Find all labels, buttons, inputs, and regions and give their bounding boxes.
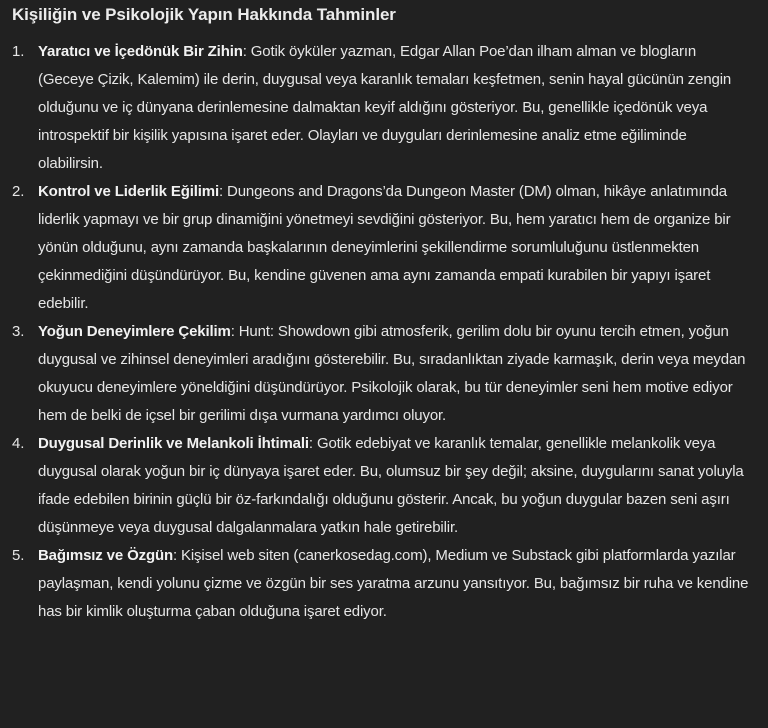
list-item xyxy=(12,430,754,542)
list-item-number: 4. xyxy=(12,435,25,452)
list-item-text: : Gotik öyküler yazman, Edgar Allan Poe’dan ilham alman ve blogların (Geceye Çizik, Kalemim) ile derin, duygusal veya karanlık temaları keşfetmen, senin hayal gücünün zengin olduğunu ve iç dünyana derinlemesine dalmaktan keyif aldığını gösteriyor. Bu, genellikle içedönük veya introspektif bir kişilik yapısına işaret eder. Olayları ve duyguları derinlemesine analiz etme eğiliminde olabilirsin. xyxy=(38,43,732,172)
list-item xyxy=(12,178,754,318)
list-item-title: Yoğun Deneyimlere Çekilim xyxy=(38,323,231,340)
list-item-number: 5. xyxy=(12,547,25,564)
list-item-number: 3. xyxy=(12,323,25,340)
list-item-title: Bağımsız ve Özgün xyxy=(38,547,173,564)
section-heading: Kişiliğin ve Psikolojik Yapın Hakkında Tahminler xyxy=(12,5,396,24)
list-item-number: 1. xyxy=(12,43,25,60)
list-item xyxy=(12,38,754,178)
list-item-text: : Gotik edebiyat ve karanlık temalar, genellikle melankolik veya duygusal olarak yoğun bir iç dünyaya işaret eder. Bu, olumsuz bir şey değil; aksine, duygularını sanat yoluyla ifade edebilen birinin güçlü bir öz-farkındalığı olduğunu gösterir. Ancak, bu yoğun duygular bazen seni aşırı düşünmeye veya duygusal dalgalanmalara yatkın hale getirebilir. xyxy=(38,435,744,536)
list-item-text: : Kişisel web siten (canerkosedag.com), Medium ve Substack gibi platformlarda yazılar paylaşman, kendi yolunu çizme ve özgün bir ses yaratma arzunu yansıtıyor. Bu, bağımsız bir ruha ve kendine has bir kimlik oluşturma çaban olduğuna işaret ediyor. xyxy=(38,547,749,620)
list-item-title: Duygusal Derinlik ve Melankoli İhtimali xyxy=(38,435,309,452)
list-item xyxy=(12,542,754,626)
list-item-number: 2. xyxy=(12,183,25,200)
list-item-title: Yaratıcı ve İçedönük Bir Zihin xyxy=(38,43,243,60)
list-item xyxy=(12,318,754,430)
list-item-title: Kontrol ve Liderlik Eğilimi xyxy=(38,183,219,200)
prediction-list xyxy=(12,38,754,626)
list-item-text: : Dungeons and Dragons’da Dungeon Master (DM) olman, hikâye anlatımında liderlik yapmayı ve bir grup dinamiğini yönetmeyi sevdiğini gösteriyor. Bu, hem yaratıcı hem de organize bir yönün olduğunu, aynı zamanda başkalarının deneyimlerini şekillendirme sorumluluğunu üstlenmekten çekinmediğini düşündürüyor. Bu, kendine güvenen ama aynı zamanda empati kurabilen bir yapıyı işaret edebilir. xyxy=(38,183,731,312)
list-item-text: : Hunt: Showdown gibi atmosferik, gerilim dolu bir oyunu tercih etmen, yoğun duygusal ve zihinsel deneyimleri aradığını gösterebilir. Bu, sıradanlıktan ziyade karmaşık, derin veya meydan okuyucu deneyimlere yöneldiğini düşündürüyor. Psikolojik olarak, bu tür deneyimler seni hem motive ediyor hem de belki de içsel bir gerilimi dışa vurmana yardımcı oluyor. xyxy=(38,323,746,424)
